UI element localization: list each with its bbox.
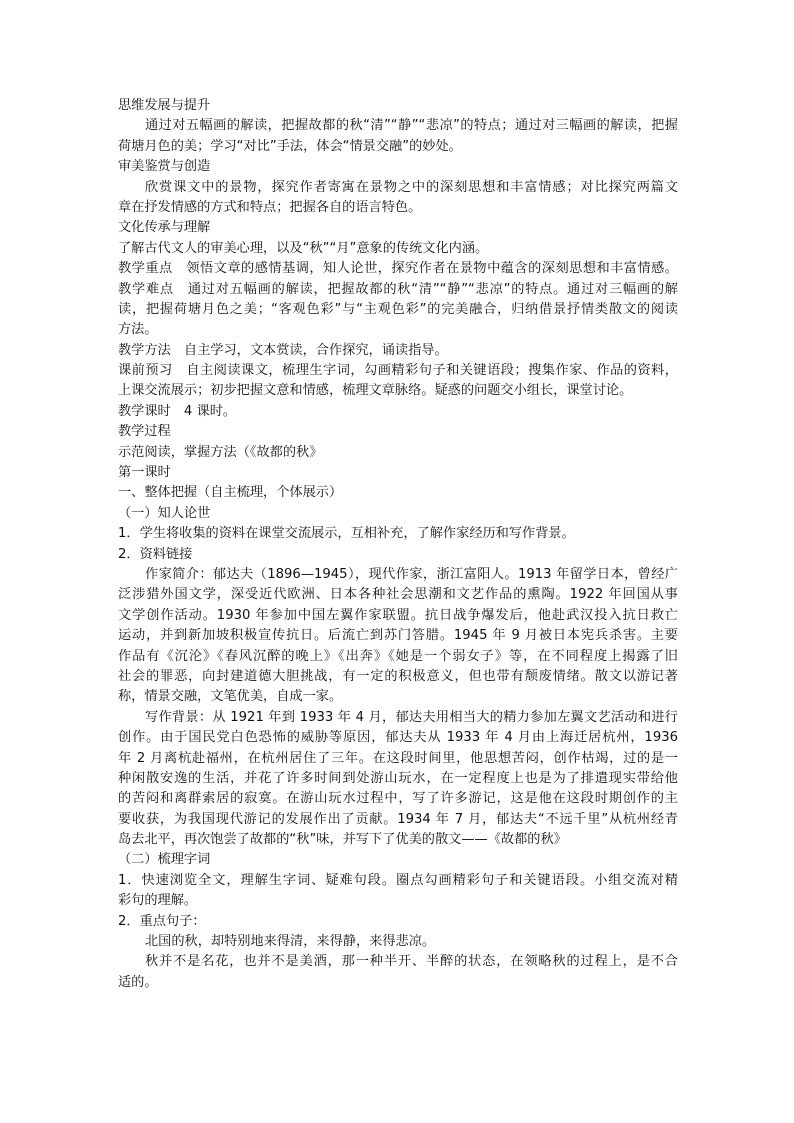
text-line: 读，把握荷塘月色之美；“客观色彩”与“主观色彩”的完美融合，归纳借景抒情类散文的阅读 — [118, 301, 678, 317]
text-line: 秋并不是名花，也并不是美酒，那一种半开、半醉的状态，在领略秋的过程上，是不合 — [145, 954, 678, 970]
text-line: 1．学生将收集的资料在课堂交流展示，互相补充，了解作家经历和写作背景。 — [118, 526, 575, 542]
text-line: 文化传承与理解 — [118, 220, 211, 236]
text-line: 通过对五幅画的解读，把握故都的秋“清”“静”“悲凉”的特点；通过对三幅画的解读，把握 — [145, 118, 678, 134]
text-line: 作品有《沉沦》《春风沉醉的晚上》《出奔》《她是一个弱女子》等，在不同程度上揭露了旧 — [118, 648, 678, 664]
text-line: 作家简介：郁达夫（1896—1945），现代作家，浙江富阳人。1913 年留学日本，曾经广 — [145, 566, 678, 582]
text-line: 章在抒发情感的方式和特点；把握各自的语言特色。 — [118, 199, 422, 215]
text-line: 创作。由于国民党白色恐怖的威胁等原因，郁达夫从 1933 年 4 月由上海迁居杭州，1936 — [118, 730, 678, 746]
text-line: 岛去北平，再次饱尝了故都的“秋”味，并写下了优美的散文——《故都的秋》 — [118, 832, 567, 848]
text-line: （一）知人论世 — [118, 505, 211, 521]
document-page — [118, 96, 678, 993]
text-line: 教学重点 领悟文章的感情基调，知人论世，探究作者在景物中蕴含的深刻思想和丰富情感。 — [118, 261, 678, 277]
text-line: 示范阅读，掌握方法（《故都的秋》 — [118, 444, 323, 460]
text-line: 2．重点句子： — [118, 913, 206, 929]
text-line: 第一课时 — [118, 465, 171, 481]
text-line: 称，情景交融，文笔优美，自成一家。 — [118, 689, 343, 705]
text-line: 思维发展与提升 — [118, 98, 211, 113]
text-line: 方法。 — [118, 322, 158, 338]
text-line: 上课交流展示；初步把握文意和情感，梳理文章脉络。疑惑的问题交小组长，课堂讨论。 — [118, 383, 633, 399]
text-line: 课前预习 自主阅读课文，梳理生字词，勾画精彩句子和关键语段；搜集作家、作品的资料， — [118, 363, 678, 379]
text-line: 了解古代文人的审美心理，以及“秋”“月”意象的传统文化内涵。 — [118, 240, 489, 256]
text-line: （二）梳理字词 — [118, 852, 211, 868]
text-line: 北国的秋，却特别地来得清，来得静，来得悲凉。 — [145, 934, 436, 950]
text-line: 写作背景：从 1921 年到 1933 年 4 月，郁达夫用相当大的精力参加左翼文艺活动和进行 — [145, 709, 678, 725]
text-line: 1．快速浏览全文，理解生字词、疑难句段。圈点勾画精彩句子和关键语段。小组交流对精 — [118, 872, 678, 888]
text-line: 2．资料链接 — [118, 546, 193, 562]
text-line: 欣赏课文中的景物，探究作者寄寓在景物之中的深刻思想和丰富情感；对比探究两篇文 — [145, 179, 678, 195]
text-line: 一、整体把握（自主梳理，个体展示） — [118, 485, 343, 501]
text-line: 教学课时 4 课时。 — [118, 403, 237, 419]
text-line: 种闲散安逸的生活，并花了许多时间到处游山玩水，在一定程度上也是为了排遣现实带给他 — [118, 770, 678, 786]
text-line: 彩句的理解。 — [118, 893, 198, 909]
text-line: 年 2 月离杭赴福州，在杭州居住了三年。在这段时间里，他思想苦闷，创作枯竭，过的是一 — [118, 750, 678, 766]
text-line: 适的。 — [118, 974, 158, 990]
text-line: 荷塘月色的美；学习“对比”手法，体会“情景交融”的妙处。 — [118, 138, 462, 154]
text-line: 社会的罪恶，向封建道德大胆挑战，有一定的积极意义，但也带有颓废情绪。散文以游记著 — [118, 668, 678, 684]
text-line: 审美鉴赏与创造 — [118, 159, 211, 175]
text-line: 运动，并到新加坡积极宣传抗日。后流亡到苏门答腊。1945 年 9 月被日本宪兵杀害。主要 — [118, 628, 678, 644]
text-line: 教学过程 — [118, 424, 171, 440]
text-line: 教学难点 通过对五幅画的解读，把握故都的秋“清”“静”“悲凉”的特点。通过对三幅画的解 — [118, 281, 678, 297]
text-line: 的苦闷和离群索居的寂寞。在游山玩水过程中，写了许多游记，这是他在这段时期创作的主 — [118, 791, 678, 807]
text-line: 要收获，为我国现代游记的发展作出了贡献。1934 年 7 月，郁达夫“不远千里”从杭州经青 — [118, 811, 678, 827]
text-line: 文学创作活动。1930 年参加中国左翼作家联盟。抗日战争爆发后，他赴武汉投入抗日救亡 — [118, 607, 678, 623]
text-line: 泛涉猎外国文学，深受近代欧洲、日本各种社会思潮和文艺作品的熏陶。1922 年回国从事 — [118, 587, 678, 603]
text-line: 教学方法 自主学习，文本赏读，合作探究，诵读指导。 — [118, 342, 448, 358]
